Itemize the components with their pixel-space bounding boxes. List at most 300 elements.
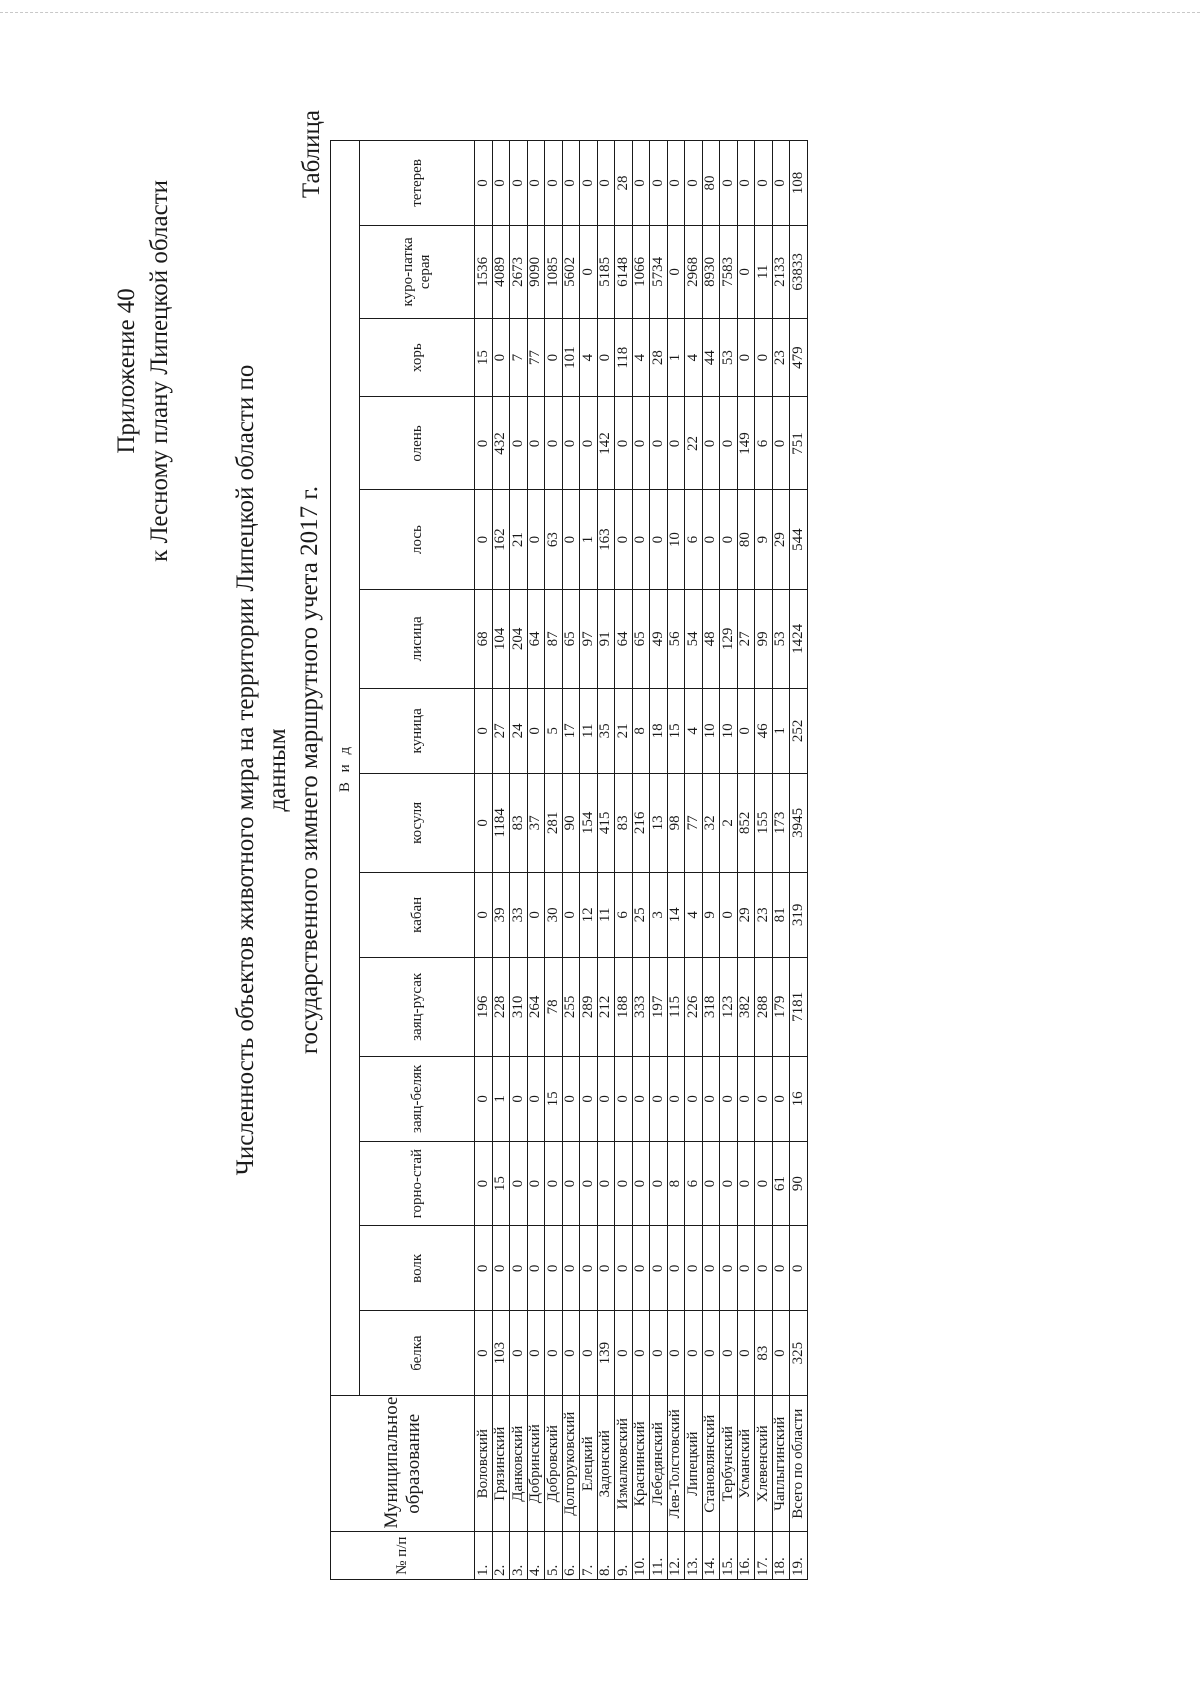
count-cell: 0 <box>597 1056 615 1141</box>
count-cell: 4 <box>685 872 703 957</box>
count-cell: 0 <box>510 397 528 490</box>
count-cell: 0 <box>772 141 790 226</box>
count-cell: 0 <box>790 1226 808 1311</box>
count-cell: 33 <box>510 872 528 957</box>
count-cell: 0 <box>475 1141 493 1226</box>
count-cell: 0 <box>527 397 545 490</box>
count-cell: 0 <box>702 1311 720 1396</box>
count-cell: 2968 <box>685 225 703 318</box>
count-cell: 16 <box>790 1056 808 1141</box>
municipality-name: Лев-Толстовский <box>667 1396 685 1532</box>
header-municipality: Муниципальное образование <box>331 1396 475 1532</box>
header-species: тетерев <box>360 141 475 226</box>
count-cell: 0 <box>720 1141 738 1226</box>
count-cell: 0 <box>475 397 493 490</box>
count-cell: 0 <box>667 225 685 318</box>
count-cell: 30 <box>545 872 563 957</box>
count-cell: 61 <box>772 1141 790 1226</box>
count-cell: 0 <box>545 1311 563 1396</box>
count-cell: 0 <box>562 1141 580 1226</box>
table-row <box>510 141 528 1580</box>
municipality-name: Долгоруковский <box>562 1396 580 1532</box>
count-cell: 0 <box>702 397 720 490</box>
count-cell: 226 <box>685 957 703 1056</box>
count-cell: 11 <box>597 872 615 957</box>
count-cell: 21 <box>510 490 528 589</box>
header-species: олень <box>360 397 475 490</box>
count-cell: 0 <box>475 490 493 589</box>
header-species: горно-стай <box>360 1141 475 1226</box>
header-species: лисица <box>360 589 475 688</box>
count-cell: 1085 <box>545 225 563 318</box>
count-cell: 0 <box>527 1226 545 1311</box>
count-cell: 115 <box>667 957 685 1056</box>
count-cell: 204 <box>510 589 528 688</box>
row-number: 2. <box>492 1532 510 1580</box>
row-number: 6. <box>562 1532 580 1580</box>
count-cell: 0 <box>510 141 528 226</box>
count-cell: 53 <box>772 589 790 688</box>
count-cell: 64 <box>615 589 633 688</box>
table-row <box>492 141 510 1580</box>
municipality-name: Усманский <box>737 1396 755 1532</box>
count-cell: 1 <box>492 1056 510 1141</box>
count-cell: 14 <box>667 872 685 957</box>
count-cell: 118 <box>615 318 633 397</box>
count-cell: 0 <box>772 1311 790 1396</box>
count-cell: 1184 <box>492 773 510 872</box>
table-row <box>737 141 755 1580</box>
count-cell: 90 <box>790 1141 808 1226</box>
count-cell: 139 <box>597 1311 615 1396</box>
table-row <box>720 141 738 1580</box>
count-cell: 0 <box>510 1226 528 1311</box>
count-cell: 0 <box>772 397 790 490</box>
count-cell: 5734 <box>650 225 668 318</box>
count-cell: 0 <box>492 141 510 226</box>
count-cell: 0 <box>737 688 755 773</box>
count-cell: 155 <box>755 773 773 872</box>
table-row <box>475 141 493 1580</box>
count-cell: 27 <box>737 589 755 688</box>
count-cell: 0 <box>650 1141 668 1226</box>
count-cell: 289 <box>580 957 598 1056</box>
count-cell: 0 <box>597 1226 615 1311</box>
count-cell: 0 <box>580 1311 598 1396</box>
count-cell: 68 <box>475 589 493 688</box>
count-cell: 6 <box>615 872 633 957</box>
count-cell: 0 <box>632 1311 650 1396</box>
count-cell: 6 <box>755 397 773 490</box>
count-cell: 0 <box>545 318 563 397</box>
count-cell: 2673 <box>510 225 528 318</box>
count-cell: 80 <box>702 141 720 226</box>
row-number: 9. <box>615 1532 633 1580</box>
table-row <box>772 141 790 1580</box>
count-cell: 0 <box>527 688 545 773</box>
appendix-header <box>110 180 176 562</box>
count-cell: 852 <box>737 773 755 872</box>
header-row-1 <box>331 141 360 1580</box>
count-cell: 0 <box>562 1056 580 1141</box>
count-cell: 0 <box>475 773 493 872</box>
count-cell: 432 <box>492 397 510 490</box>
count-cell: 77 <box>527 318 545 397</box>
count-cell: 104 <box>492 589 510 688</box>
table-body <box>475 141 808 1580</box>
count-cell: 101 <box>562 318 580 397</box>
count-cell: 0 <box>527 141 545 226</box>
count-cell: 0 <box>562 490 580 589</box>
count-cell: 173 <box>772 773 790 872</box>
count-cell: 0 <box>632 490 650 589</box>
count-cell: 0 <box>720 141 738 226</box>
row-number: 4. <box>527 1532 545 1580</box>
count-cell: 0 <box>650 1056 668 1141</box>
count-cell: 0 <box>475 872 493 957</box>
count-cell: 9 <box>702 872 720 957</box>
table-row <box>580 141 598 1580</box>
count-cell: 0 <box>475 1226 493 1311</box>
count-cell: 15 <box>545 1056 563 1141</box>
row-number: 5. <box>545 1532 563 1580</box>
count-cell: 196 <box>475 957 493 1056</box>
count-cell: 98 <box>667 773 685 872</box>
count-cell: 1066 <box>632 225 650 318</box>
count-cell: 0 <box>755 318 773 397</box>
rotated-page <box>0 70 1150 1600</box>
count-cell: 0 <box>720 1056 738 1141</box>
count-cell: 142 <box>597 397 615 490</box>
count-cell: 27 <box>492 688 510 773</box>
municipality-name: Тербунский <box>720 1396 738 1532</box>
count-cell: 0 <box>737 141 755 226</box>
count-cell: 228 <box>492 957 510 1056</box>
count-cell: 28 <box>615 141 633 226</box>
header-species: хорь <box>360 318 475 397</box>
count-cell: 325 <box>790 1311 808 1396</box>
municipality-name: Становлянский <box>702 1396 720 1532</box>
count-cell: 46 <box>755 688 773 773</box>
count-cell: 0 <box>720 397 738 490</box>
row-number: 15. <box>720 1532 738 1580</box>
municipality-name: Всего по области <box>790 1396 808 1532</box>
count-cell: 0 <box>615 1226 633 1311</box>
count-cell: 1 <box>580 490 598 589</box>
count-cell: 0 <box>632 397 650 490</box>
count-cell: 0 <box>755 141 773 226</box>
count-cell: 0 <box>720 490 738 589</box>
count-cell: 163 <box>597 490 615 589</box>
row-number: 13. <box>685 1532 703 1580</box>
count-cell: 0 <box>510 1311 528 1396</box>
count-cell: 0 <box>702 1226 720 1311</box>
count-cell: 12 <box>580 872 598 957</box>
municipality-name: Данковский <box>510 1396 528 1532</box>
table-row <box>545 141 563 1580</box>
count-cell: 0 <box>597 1141 615 1226</box>
count-cell: 78 <box>545 957 563 1056</box>
count-cell: 0 <box>527 1141 545 1226</box>
count-cell: 162 <box>492 490 510 589</box>
row-number: 8. <box>597 1532 615 1580</box>
count-cell: 0 <box>632 1226 650 1311</box>
count-cell: 0 <box>737 1226 755 1311</box>
header-num: № п/п <box>331 1532 475 1580</box>
count-cell: 97 <box>580 589 598 688</box>
count-cell: 6148 <box>615 225 633 318</box>
count-cell: 129 <box>720 589 738 688</box>
count-cell: 10 <box>667 490 685 589</box>
count-cell: 0 <box>615 397 633 490</box>
count-cell: 17 <box>562 688 580 773</box>
row-number: 16. <box>737 1532 755 1580</box>
count-cell: 25 <box>632 872 650 957</box>
count-cell: 0 <box>510 1056 528 1141</box>
count-cell: 0 <box>737 1141 755 1226</box>
count-cell: 0 <box>527 872 545 957</box>
count-cell: 4 <box>580 318 598 397</box>
count-cell: 382 <box>737 957 755 1056</box>
count-cell: 0 <box>597 141 615 226</box>
count-cell: 415 <box>597 773 615 872</box>
count-cell: 10 <box>702 688 720 773</box>
count-cell: 0 <box>475 1311 493 1396</box>
document-title <box>230 360 326 1180</box>
municipality-name: Добринский <box>527 1396 545 1532</box>
count-cell: 0 <box>667 141 685 226</box>
count-cell: 54 <box>685 589 703 688</box>
count-cell: 188 <box>615 957 633 1056</box>
count-cell: 22 <box>685 397 703 490</box>
count-cell: 0 <box>580 1226 598 1311</box>
count-cell: 15 <box>492 1141 510 1226</box>
count-cell: 49 <box>650 589 668 688</box>
count-cell: 751 <box>790 397 808 490</box>
municipality-name: Грязинский <box>492 1396 510 1532</box>
appendix-number: Приложение 40 <box>113 288 140 454</box>
count-cell: 288 <box>755 957 773 1056</box>
table-row <box>527 141 545 1580</box>
count-cell: 10 <box>720 688 738 773</box>
count-cell: 0 <box>737 225 755 318</box>
count-cell: 0 <box>632 1056 650 1141</box>
count-cell: 0 <box>772 1226 790 1311</box>
table-row <box>790 141 808 1580</box>
count-cell: 0 <box>650 490 668 589</box>
count-cell: 0 <box>580 225 598 318</box>
count-cell: 7 <box>510 318 528 397</box>
count-cell: 0 <box>650 397 668 490</box>
count-cell: 0 <box>650 1311 668 1396</box>
count-cell: 0 <box>720 1226 738 1311</box>
count-cell: 0 <box>492 318 510 397</box>
count-cell: 0 <box>737 1056 755 1141</box>
count-cell: 333 <box>632 957 650 1056</box>
count-cell: 4089 <box>492 225 510 318</box>
count-cell: 3 <box>650 872 668 957</box>
count-cell: 6 <box>685 1141 703 1226</box>
count-cell: 4 <box>632 318 650 397</box>
count-cell: 0 <box>545 141 563 226</box>
count-cell: 216 <box>632 773 650 872</box>
count-cell: 1 <box>667 318 685 397</box>
count-cell: 264 <box>527 957 545 1056</box>
count-cell: 255 <box>562 957 580 1056</box>
count-cell: 21 <box>615 688 633 773</box>
count-cell: 0 <box>720 872 738 957</box>
count-cell: 6 <box>685 490 703 589</box>
count-cell: 0 <box>545 397 563 490</box>
count-cell: 0 <box>562 872 580 957</box>
count-cell: 479 <box>790 318 808 397</box>
municipality-name: Хлевенский <box>755 1396 773 1532</box>
count-cell: 0 <box>562 1311 580 1396</box>
count-cell: 56 <box>667 589 685 688</box>
count-cell: 0 <box>720 1311 738 1396</box>
count-cell: 1536 <box>475 225 493 318</box>
table-row <box>685 141 703 1580</box>
count-cell: 0 <box>510 1141 528 1226</box>
count-cell: 0 <box>475 688 493 773</box>
count-cell: 319 <box>790 872 808 957</box>
table-row <box>615 141 633 1580</box>
count-cell: 0 <box>650 141 668 226</box>
count-cell: 29 <box>772 490 790 589</box>
count-cell: 15 <box>667 688 685 773</box>
count-cell: 65 <box>632 589 650 688</box>
count-cell: 64 <box>527 589 545 688</box>
count-cell: 9090 <box>527 225 545 318</box>
municipality-name: Чаплыгинский <box>772 1396 790 1532</box>
count-cell: 108 <box>790 141 808 226</box>
count-cell: 35 <box>597 688 615 773</box>
count-cell: 11 <box>755 225 773 318</box>
count-cell: 5 <box>545 688 563 773</box>
row-number: 7. <box>580 1532 598 1580</box>
municipality-name: Воловский <box>475 1396 493 1532</box>
row-number: 12. <box>667 1532 685 1580</box>
count-cell: 44 <box>702 318 720 397</box>
count-cell: 39 <box>492 872 510 957</box>
count-cell: 0 <box>580 1056 598 1141</box>
header-species: куница <box>360 688 475 773</box>
count-cell: 197 <box>650 957 668 1056</box>
count-cell: 0 <box>615 1141 633 1226</box>
municipality-name: Лебедянский <box>650 1396 668 1532</box>
count-cell: 0 <box>702 1056 720 1141</box>
count-cell: 0 <box>580 141 598 226</box>
count-cell: 91 <box>597 589 615 688</box>
count-cell: 0 <box>615 490 633 589</box>
count-cell: 0 <box>580 1141 598 1226</box>
count-cell: 0 <box>615 1056 633 1141</box>
title-line-2: государственного зимнего маршрутного учета 2017 г. <box>296 485 323 1055</box>
count-cell: 149 <box>737 397 755 490</box>
count-cell: 281 <box>545 773 563 872</box>
count-cell: 212 <box>597 957 615 1056</box>
header-species-group: В и д <box>331 141 360 1396</box>
municipality-name: Добровский <box>545 1396 563 1532</box>
count-cell: 0 <box>685 1226 703 1311</box>
count-cell: 0 <box>475 141 493 226</box>
count-cell: 37 <box>527 773 545 872</box>
table-row <box>562 141 580 1580</box>
count-cell: 2 <box>720 773 738 872</box>
count-cell: 0 <box>492 1226 510 1311</box>
header-row-2 <box>360 141 475 1580</box>
scan-border <box>0 0 1200 13</box>
count-cell: 0 <box>737 1311 755 1396</box>
count-cell: 179 <box>772 957 790 1056</box>
count-cell: 65 <box>562 589 580 688</box>
count-cell: 9 <box>755 490 773 589</box>
count-cell: 63833 <box>790 225 808 318</box>
count-cell: 4 <box>685 688 703 773</box>
count-cell: 0 <box>772 1056 790 1141</box>
count-cell: 4 <box>685 318 703 397</box>
table-row <box>702 141 720 1580</box>
table-caption: Таблица <box>298 110 325 199</box>
count-cell: 81 <box>772 872 790 957</box>
count-cell: 0 <box>527 1311 545 1396</box>
count-cell: 5602 <box>562 225 580 318</box>
count-cell: 0 <box>562 141 580 226</box>
count-cell: 53 <box>720 318 738 397</box>
count-cell: 99 <box>755 589 773 688</box>
count-cell: 23 <box>755 872 773 957</box>
table-row <box>667 141 685 1580</box>
census-table <box>330 140 808 1580</box>
municipality-name: Елецкий <box>580 1396 598 1532</box>
count-cell: 7181 <box>790 957 808 1056</box>
header-species: заяц-русак <box>360 957 475 1056</box>
count-cell: 77 <box>685 773 703 872</box>
count-cell: 0 <box>685 1311 703 1396</box>
header-species: кабан <box>360 872 475 957</box>
count-cell: 13 <box>650 773 668 872</box>
count-cell: 0 <box>545 1141 563 1226</box>
count-cell: 0 <box>650 1226 668 1311</box>
count-cell: 0 <box>632 1141 650 1226</box>
table-row <box>632 141 650 1580</box>
row-number: 1. <box>475 1532 493 1580</box>
count-cell: 0 <box>615 1311 633 1396</box>
row-number: 18. <box>772 1532 790 1580</box>
count-cell: 48 <box>702 589 720 688</box>
table-row <box>650 141 668 1580</box>
count-cell: 0 <box>702 1141 720 1226</box>
count-cell: 0 <box>667 1311 685 1396</box>
count-cell: 87 <box>545 589 563 688</box>
count-cell: 23 <box>772 318 790 397</box>
count-cell: 0 <box>580 397 598 490</box>
count-cell: 0 <box>632 141 650 226</box>
table-row <box>755 141 773 1580</box>
count-cell: 0 <box>527 1056 545 1141</box>
municipality-name: Измалковский <box>615 1396 633 1532</box>
count-cell: 0 <box>755 1226 773 1311</box>
table-row <box>597 141 615 1580</box>
count-cell: 0 <box>667 1056 685 1141</box>
count-cell: 310 <box>510 957 528 1056</box>
header-species: волк <box>360 1226 475 1311</box>
count-cell: 32 <box>702 773 720 872</box>
count-cell: 0 <box>667 397 685 490</box>
header-species: лось <box>360 490 475 589</box>
count-cell: 318 <box>702 957 720 1056</box>
count-cell: 0 <box>685 141 703 226</box>
